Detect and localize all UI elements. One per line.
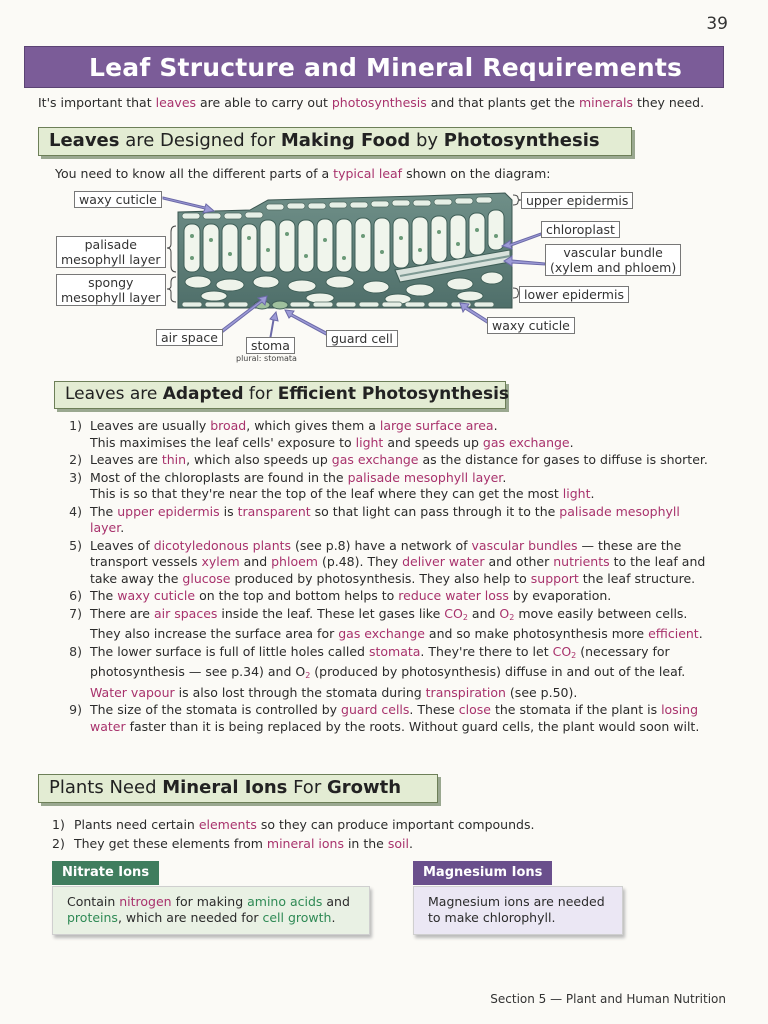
- text-segment: soil: [387, 836, 409, 851]
- list-number: 6): [69, 588, 82, 603]
- text-segment: 2: [509, 612, 515, 622]
- text-segment: and: [239, 554, 272, 569]
- text-segment: deliver water: [402, 554, 485, 569]
- list-item: [52, 815, 652, 834]
- magnesium-ions-box: [413, 886, 623, 935]
- text-segment: efficient: [648, 626, 699, 641]
- text-segment: . These: [409, 702, 459, 717]
- text-segment: palisade mesophyll layer: [347, 469, 503, 485]
- text-segment: and so make photosynthesis more: [424, 626, 649, 641]
- text-segment: and other: [484, 554, 554, 569]
- text-segment: They get these elements from: [74, 836, 267, 851]
- text-segment: There are: [90, 605, 154, 621]
- text-segment: This maximises the leaf cells' exposure to: [90, 434, 356, 450]
- text-segment: move easily between cells. They also increase the surface area for: [90, 605, 688, 641]
- text-segment: (see p.50).: [505, 684, 578, 700]
- text-segment: produced by photosynthesis. They also help to: [230, 570, 531, 586]
- text-segment: for making: [171, 894, 248, 909]
- text-segment: xylem: [201, 554, 240, 569]
- text-segment: phloem: [271, 554, 318, 569]
- text-segment: air spaces: [153, 605, 218, 621]
- text-segment: The lower surface is full of little holes called: [90, 643, 369, 659]
- text-segment: 2: [462, 612, 468, 622]
- text-segment: Leaves of: [90, 537, 154, 553]
- text-segment: light: [355, 434, 384, 450]
- list-number: 8): [69, 643, 82, 659]
- text-segment: — these are the transport vessels: [90, 537, 682, 569]
- list-item: [64, 644, 714, 702]
- text-segment: so that light can pass through it to the: [310, 503, 560, 519]
- text-segment: proteins: [67, 910, 118, 925]
- label-waxy-cuticle-bottom: waxy cuticle: [487, 317, 575, 334]
- text-segment: 2: [571, 650, 577, 660]
- text-segment: , which gives them a: [246, 418, 380, 433]
- text-segment: transparent: [237, 503, 311, 519]
- text-segment: large surface area: [379, 418, 494, 433]
- label-stoma-plural: plural: stomata: [236, 354, 297, 363]
- text-segment: broad: [210, 418, 247, 433]
- text-segment: .: [698, 626, 703, 641]
- page-footer: Section 5 — Plant and Human Nutrition: [490, 992, 726, 1006]
- list-number: 9): [69, 702, 82, 717]
- text-segment: .: [502, 469, 507, 485]
- list-item: [64, 606, 714, 643]
- text-segment: nutrients: [553, 554, 610, 569]
- list-number: 1): [69, 418, 82, 433]
- text-segment: .: [408, 836, 413, 851]
- text-segment: gas exchange: [482, 434, 570, 450]
- list-number: 3): [69, 469, 82, 485]
- text-segment: gas exchange: [331, 452, 419, 467]
- text-segment: vascular bundles: [471, 537, 578, 553]
- text-segment: in the: [343, 836, 388, 851]
- text-segment: and: [322, 894, 350, 909]
- intro-text: It's important that leaves are able to carry out photosynthesis and that plants get the minerals they need.: [38, 95, 705, 110]
- text-segment: Leaves are: [90, 452, 162, 467]
- list-item: [64, 504, 714, 537]
- label-lower-epidermis: lower epidermis: [519, 286, 629, 303]
- text-segment: palisade mesophyll layer: [90, 503, 680, 535]
- text-segment: thin: [161, 452, 187, 467]
- text-segment: Water vapour: [90, 684, 175, 700]
- text-segment: guard cells: [341, 702, 410, 717]
- label-upper-epidermis: upper epidermis: [521, 192, 633, 209]
- text-segment: .: [569, 434, 574, 450]
- nitrate-ions-heading: Nitrate Ions: [52, 861, 159, 885]
- text-segment: as the distance for gases to diffuse is shorter.: [418, 452, 708, 467]
- text-segment: light: [562, 486, 591, 501]
- text-segment: upper epidermis: [117, 503, 220, 519]
- text-segment: close: [458, 702, 491, 717]
- label-stoma: stoma: [246, 337, 295, 354]
- text-segment: reduce water loss: [398, 588, 509, 603]
- text-segment: (necessary for photosynthesis — see p.34) and: [90, 643, 670, 679]
- text-segment: Most of the chloroplasts are found in the: [90, 469, 348, 485]
- section-heading-leaves-designed: Leaves are Designed for Making Food by Photosynthesis: [38, 127, 632, 156]
- text-segment: CO: [552, 643, 572, 659]
- text-segment: waxy cuticle: [117, 588, 196, 603]
- text-segment: CO: [444, 605, 463, 621]
- label-spongy-mesophyll: spongy mesophyll layer: [56, 274, 166, 306]
- list-item: [64, 418, 714, 451]
- label-palisade-mesophyll: palisade mesophyll layer: [56, 236, 166, 268]
- label-waxy-cuticle-top: waxy cuticle: [74, 191, 162, 208]
- text-segment: so they can produce important compounds.: [256, 817, 535, 832]
- list-number: 1): [52, 817, 65, 832]
- list-number: 7): [69, 605, 82, 621]
- text-segment: The: [90, 503, 118, 519]
- text-segment: and speeds up: [383, 434, 483, 450]
- page-number: 39: [706, 14, 728, 34]
- page-title: Leaf Structure and Mineral Requirements: [24, 46, 724, 88]
- text-segment: by evaporation.: [508, 588, 612, 603]
- section-heading-leaves-adapted: Leaves are Adapted for Efficient Photosynthesis: [54, 381, 506, 409]
- list-item: [64, 588, 714, 605]
- text-segment: cell growth: [262, 910, 332, 925]
- text-segment: .: [493, 418, 498, 433]
- text-segment: .: [331, 910, 336, 925]
- text-segment: .: [120, 520, 125, 535]
- text-segment: is also lost through the stomata during: [174, 684, 426, 700]
- text-segment: O: [499, 605, 510, 621]
- text-segment: on the top and bottom helps to: [195, 588, 399, 603]
- text-segment: Plants need certain: [74, 817, 199, 832]
- text-segment: , which also speeds up: [186, 452, 332, 467]
- adaptations-list: [64, 418, 714, 736]
- label-vascular-bundle: vascular bundle (xylem and phloem): [545, 244, 681, 276]
- text-segment: and: [467, 605, 500, 621]
- text-segment: elements: [198, 817, 257, 832]
- nitrate-ions-box: [52, 886, 370, 935]
- text-segment: The size of the stomata is controlled by: [90, 702, 342, 717]
- list-number: 2): [52, 836, 65, 851]
- section-heading-mineral-ions: Plants Need Mineral Ions For Growth: [38, 774, 438, 803]
- text-segment: amino acids: [247, 894, 323, 909]
- label-chloroplast: chloroplast: [541, 221, 620, 238]
- diagram-instruction: You need to know all the different parts of a typical leaf shown on the diagram:: [55, 166, 551, 181]
- text-segment: . They're there to let: [420, 643, 553, 659]
- list-number: 5): [69, 537, 82, 553]
- text-segment: O: [295, 664, 306, 679]
- text-segment: 2: [305, 671, 311, 680]
- list-item: [64, 702, 714, 735]
- label-air-space: air space: [156, 329, 223, 346]
- text-segment: The: [90, 588, 118, 603]
- text-segment: is: [219, 503, 238, 519]
- lower-epidermis-cells: [182, 302, 494, 307]
- text-segment: to the leaf and take away the: [90, 554, 706, 586]
- text-segment: (p.48). They: [317, 554, 403, 569]
- magnesium-ions-heading: Magnesium Ions: [413, 861, 552, 885]
- text-segment: (see p.8) have a network of: [291, 537, 472, 553]
- text-segment: This is so that they're near the top of the leaf where they can get the most: [90, 486, 563, 501]
- minerals-list: [52, 815, 652, 853]
- text-segment: Contain: [67, 894, 120, 909]
- list-number: 2): [69, 452, 82, 467]
- text-segment: gas exchange: [338, 626, 425, 641]
- text-segment: inside the leaf. These let gases like: [217, 605, 445, 621]
- text-segment: dicotyledonous plants: [153, 537, 292, 553]
- label-guard-cell: guard cell: [326, 330, 398, 347]
- text-segment: , which are needed for: [117, 910, 263, 925]
- text-segment: .: [590, 486, 595, 501]
- text-segment: glucose: [182, 570, 231, 586]
- text-segment: (produced by photosynthesis) diffuse in and out of the leaf.: [310, 664, 686, 679]
- text-segment: Magnesium ions are needed to make chlorophyll.: [428, 894, 605, 925]
- list-item: [64, 452, 714, 469]
- text-segment: Leaves are usually: [90, 418, 211, 433]
- text-segment: the stomata if the plant is: [491, 702, 662, 717]
- list-number: 4): [69, 503, 82, 519]
- text-segment: transpiration: [425, 684, 506, 700]
- list-item: [64, 538, 714, 588]
- text-segment: losing water: [90, 702, 699, 734]
- text-segment: faster than it is being replaced by the roots. Without guard cells, the plant would soon wilt.: [125, 718, 700, 734]
- list-item: [52, 834, 652, 853]
- list-item: [64, 470, 714, 503]
- text-segment: the leaf structure.: [578, 570, 696, 586]
- text-segment: support: [530, 570, 579, 586]
- text-segment: stomata: [368, 643, 421, 659]
- text-segment: nitrogen: [119, 894, 172, 909]
- text-segment: mineral ions: [266, 836, 344, 851]
